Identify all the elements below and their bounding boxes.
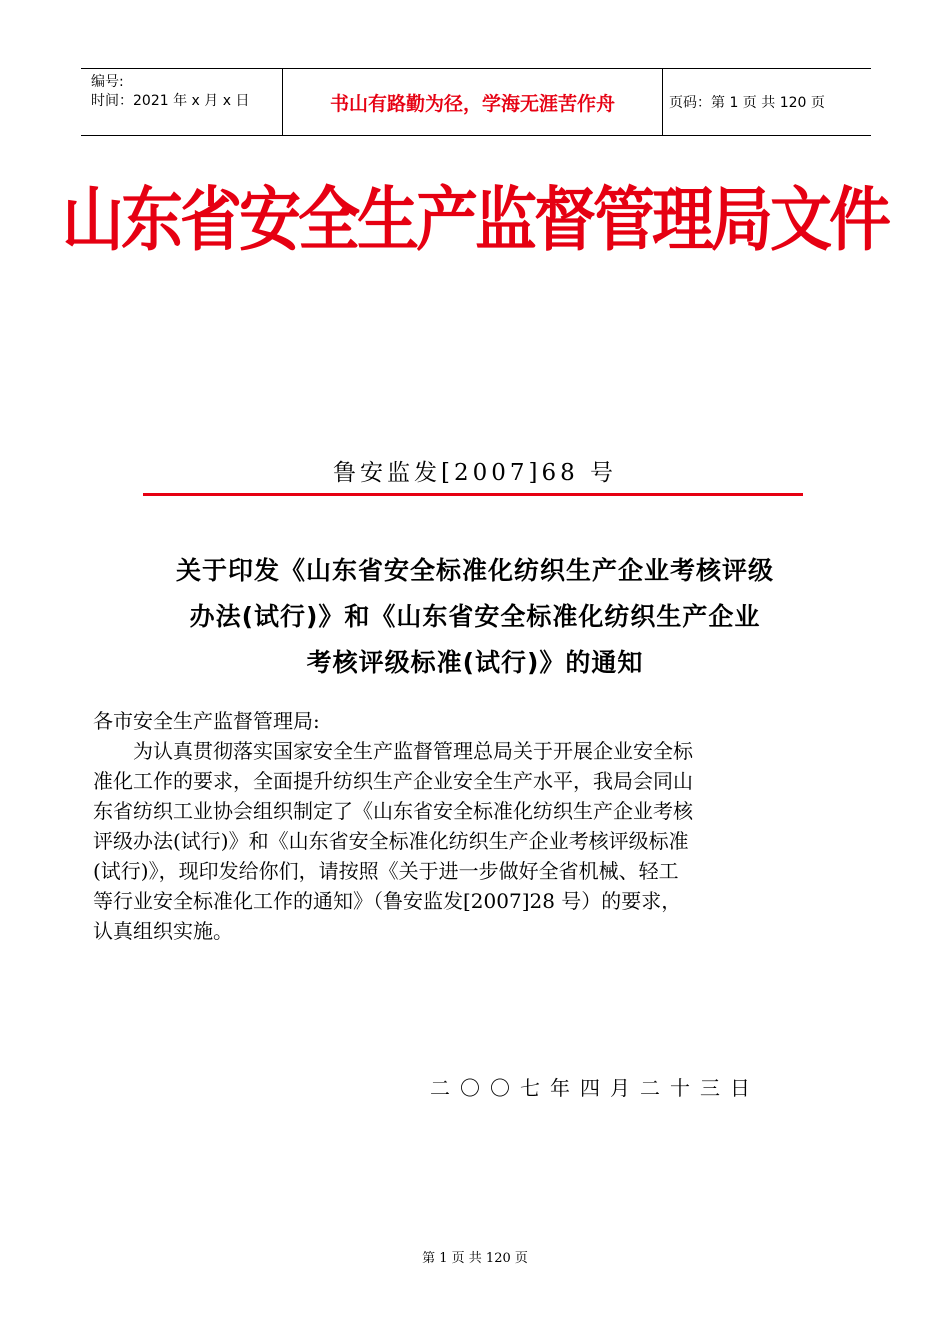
body-line: 等行业安全标准化工作的通知》（鲁安监发[2007]28 号）的要求，: [93, 889, 682, 913]
page-footer: 第 1 页 共 120 页: [422, 1251, 528, 1266]
body-line: 认真组织实施。: [93, 919, 233, 943]
red-divider: [143, 493, 803, 496]
body-line: 准化工作的要求，全面提升纺织生产企业安全生产水平，我局会同山: [93, 769, 693, 793]
header-table: [81, 68, 871, 136]
notice-title: [80, 548, 870, 686]
notice-title-line: 关于印发《山东省安全标准化纺织生产企业考核评级: [175, 556, 774, 585]
body-line: 为认真贯彻落实国家安全生产监督管理总局关于开展企业安全标: [93, 739, 693, 763]
agency-title: 山东省安全生产监督管理局文件: [61, 178, 888, 261]
header-motto: 书山有路勤为径，学海无涯苦作舟: [282, 69, 663, 135]
notice-body: [93, 706, 863, 946]
document-number: 鲁安监发[2007]68 号: [332, 460, 618, 486]
header-meta-cell: [81, 69, 282, 135]
doc-number-label: 编号:: [91, 74, 124, 90]
header-page-label: 页码：第 1 页 共 120 页: [669, 95, 825, 111]
issue-date: 二〇〇七年四月二十三日: [430, 1076, 760, 1100]
body-line: 东省纺织工业协会组织制定了《山东省安全标准化纺织生产企业考核: [93, 799, 693, 823]
addressee: 各市安全生产监督管理局:: [93, 709, 320, 733]
doc-time-label: 时间：2021 年 x 月 x 日: [91, 93, 250, 109]
notice-title-line: 办法(试行)》和《山东省安全标准化纺织生产企业: [189, 602, 761, 631]
notice-title-line: 考核评级标准(试行)》的通知: [306, 648, 644, 677]
body-line: (试行)》，现印发给你们，请按照《关于进一步做好全省机械、轻工: [93, 859, 679, 883]
body-line: 评级办法(试行)》和《山东省安全标准化纺织生产企业考核评级标准: [93, 829, 689, 853]
